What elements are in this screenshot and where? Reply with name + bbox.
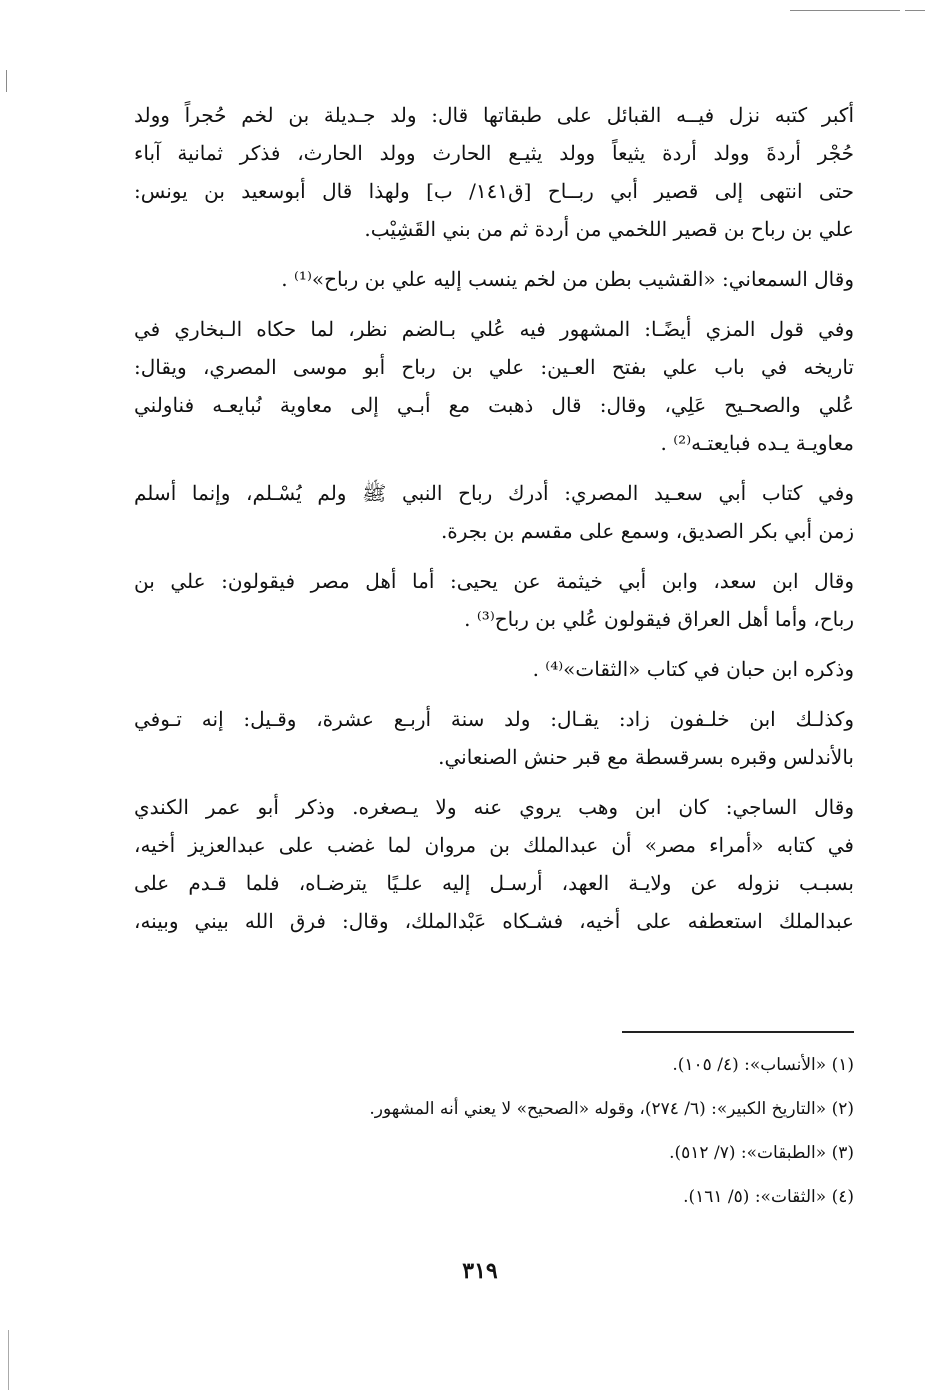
text-line: بالأندلس وقبره بسرقسطة مع قبر حنش الصنعاني. [438,745,854,769]
text-line: وذكره ابن حبان في كتاب «الثقات»⁽⁴⁾ . [532,657,854,681]
text-line: حُجْر أردةَ وولد أردة يثيعاً وولد يثيـع الحارث وولد الحارث، فذكر ثمانية آباء [134,141,854,165]
text-line: أكبر كتبه نزل فيــه القبائل على طبقاتها قال: ولد جـديلة بن لخم حُجراً وولد [134,103,854,127]
text-line: وقال الساجي: كان ابن وهب يروي عنه ولا يـصغره. وذكر أبو عمر الكندي [134,795,854,819]
text-line: وفي كتاب أبي سعـيد المصري: أدرك رباح النبي ﷺ ولم يُسْـلم، وإنما أسلم [134,481,854,505]
paragraph-gap [134,688,854,700]
footnotes [200,1043,854,1219]
footnote-3: (٣) «الطبقات»: (٧/ ٥١٢). [669,1143,854,1163]
text-line: معاويـة يـده فبايعتـه⁽²⁾ . [660,431,854,455]
footnote-separator [622,1031,854,1033]
text-line: زمن أبي بكر الصديق، وسمع على مقسم بن بجرة. [440,519,854,543]
text-line: عبدالملك استعطفه على أخيه، فشـكاه عَبْدالملك، وقال: فرق الله بيني وبينه، [134,909,854,933]
paragraph-gap [134,550,854,562]
paragraph-gap [134,776,854,788]
text-line: وفي قول المزي أيضًـا: المشهور فيه عُلي بـالضم نظر، لما حكاه الـبخاري في [134,317,854,341]
page-number: ٣١٩ [462,1258,498,1284]
footnote-4: (٤) «الثقات»: (٥/ ١٦١). [683,1187,854,1207]
text-line: بسبـب نزوله عن ولايـة العهد، أرسـل إليه علـيًا يترضـاه، فلما قـدم على [134,871,854,895]
text-line: عُلي والصحـيح عَلِي، وقال: قال ذهبت مع أبـي إلى معاوية نُبايعـه فناولني [134,393,854,417]
paragraph-gap [134,638,854,650]
footnote-2: (٢) «التاريخ الكبير»: (٦/ ٢٧٤)، وقوله «الصحيح» لا يعني أنه المشهور. [369,1099,854,1119]
scan-edge-mark [6,70,7,92]
text-line: رباح، وأما أهل العراق فيقولون عُلي بن رباح⁽³⁾ . [464,607,854,631]
text-line: تاريخه في باب علي بفتح العـين: علي بن رباح أبو موسى المصري، ويقال: [134,355,854,379]
paragraph-gap [134,462,854,474]
text-line: علي بن رباح بن قصير اللخمي من أردة ثم من بني القَشِيْب. [364,217,854,241]
text-line: حتى انتهى إلى قصير أبي ربــاح [ق١٤١/ ب] ولهذا قال أبوسعيد بن يونس: [134,179,854,203]
footnote-1: (١) «الأنساب»: (٤/ ١٠٥). [672,1055,854,1075]
text-line: في كتابه «أمراء مصر» أن عبدالملك بن مروان لما غضب على عبدالعزيز أخيه، [134,833,854,857]
main-text [134,96,854,940]
paragraph-gap [134,248,854,260]
text-line: وكذلـك ابن خلـفون زاد: يقـال: ولد سنة أربـع عشرة، وقـيل: إنه تـوفي [134,707,854,731]
text-line: وقال ابن سعد، وابن أبي خيثمة عن يحيى: أما أهل مصر فيقولون: علي بن [134,569,854,593]
scan-edge-mark [905,10,925,11]
scan-edge-mark [8,1330,9,1390]
text-line: وقال السمعاني: «القشيب بطن من لخم ينسب إليه علي بن رباح»⁽¹⁾ . [281,267,854,291]
scan-edge-mark [790,10,900,11]
paragraph-gap [134,298,854,310]
